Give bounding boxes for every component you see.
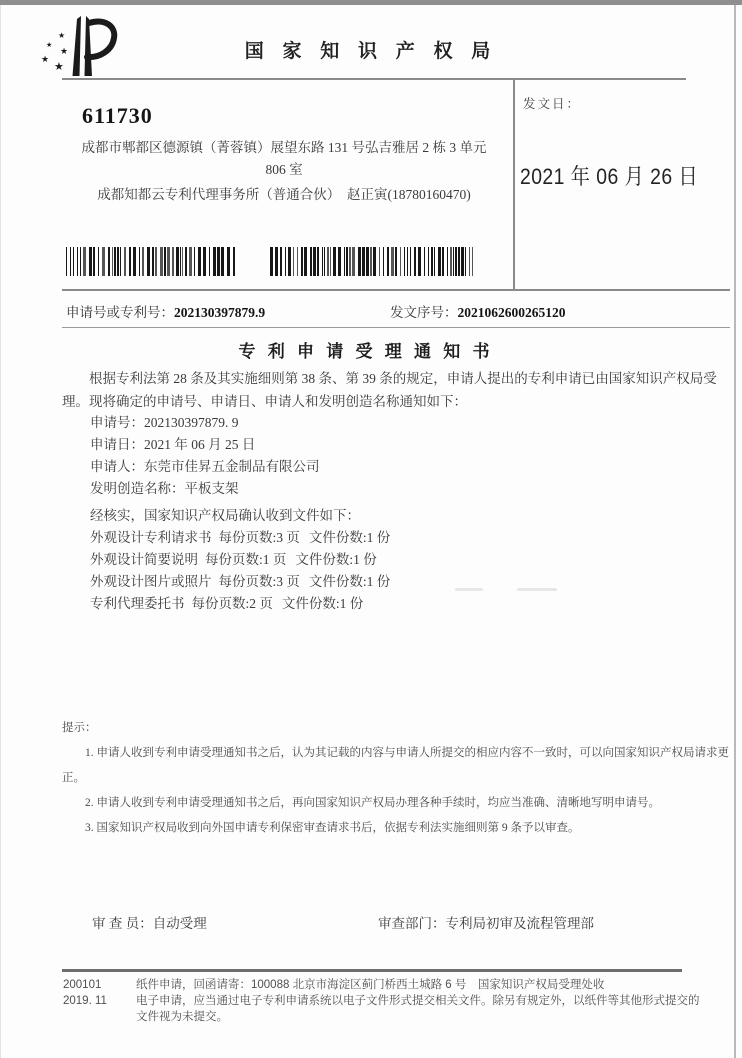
received-documents-block <box>90 505 390 615</box>
scan-edge-left <box>0 5 1 1058</box>
application-number-value: 202130397879.9 <box>174 305 266 320</box>
footer-row-electronic <box>63 993 703 1025</box>
document-item: 外观设计图片或照片 每份页数:3 页 文件份数:1 份 <box>90 574 391 589</box>
footer-paper-instructions: 纸件申请，回函请寄：100088 北京市海淀区蓟门桥西土城路 6 号 国家知识产权局受理处收 <box>136 979 605 991</box>
signoff-row <box>92 912 712 932</box>
notes-label: 提示： <box>62 722 97 734</box>
star-icon: ★ <box>41 54 50 64</box>
numbers-divider <box>62 327 730 328</box>
star-icon: ★ <box>58 31 66 40</box>
application-fields <box>90 412 320 500</box>
issue-date-label: 发文日： <box>523 97 582 111</box>
document-item: 专利代理委托书 每份页数:2 页 文件份数:1 份 <box>90 596 364 611</box>
scan-artifact <box>517 588 557 591</box>
serial-number-value: 2021062600265120 <box>457 305 566 320</box>
note-item-2: 2. 申请人收到专利申请受理通知书之后，再向国家知识产权局办理各种手续时，均应当准确、清晰地写明申请号。 <box>85 797 660 809</box>
serial-group <box>390 301 566 321</box>
document-item: 外观设计专利请求书 每份页数:3 页 文件份数:1 份 <box>90 530 391 545</box>
footer <box>63 977 703 1025</box>
patent-agency-line: 成都知都云专利代理事务所（普通合伙） 赵正寅(18780160470) <box>97 187 471 202</box>
department-value: 专利局初审及流程管理部 <box>445 916 594 931</box>
issue-box-divider <box>513 78 515 290</box>
scan-edge-top <box>0 0 742 5</box>
scan-edge-right <box>734 5 736 1058</box>
note-item-1: 1. 申请人收到专利申请受理通知书之后，认为其记载的内容与申请人所提交的相应内容不一致时，可以向国家知识产权局请求更正。 <box>62 747 729 784</box>
footer-form-code: 200101 <box>63 979 102 991</box>
star-icon: ★ <box>60 46 69 56</box>
barcode-icon <box>66 247 236 276</box>
intro-paragraph: 根据专利法第 28 条及其实施细则第 38 条、第 39 条的规定，申请人提出的专利申请已由国家知识产权局受理。现将确定的申请号、申请日、申请人和发明创造名称通知如下： <box>62 371 717 409</box>
field-application-date: 申请日：2021 年 06 月 25 日 <box>90 437 256 452</box>
department-label: 审查部门： <box>378 916 446 931</box>
field-invention-title: 发明创造名称：平板支架 <box>90 481 239 496</box>
mid-divider <box>62 289 730 291</box>
department-group <box>378 912 594 932</box>
star-icon: ★ <box>54 61 64 73</box>
footer-divider <box>62 969 682 972</box>
barcode-icon <box>270 247 476 276</box>
note-item-3: 3. 国家知识产权局收到向外国申请专利保密审查请求书后，依据专利法实施细则第 9 条予以审查。 <box>85 822 580 834</box>
application-number-label: 申请号或专利号： <box>66 305 174 320</box>
header-divider <box>62 78 686 80</box>
scan-artifact <box>455 588 483 591</box>
footer-electronic-instructions: 电子申请，应当通过电子专利申请系统以电子文件形式提交相关文件。除另有规定外，以纸件等其他形式提交的文件视为未提交。 <box>136 995 700 1023</box>
numbers-row <box>66 301 730 321</box>
field-application-number: 申请号：202130397879. 9 <box>90 415 239 430</box>
field-applicant: 申请人：东莞市佳昇五金制品有限公司 <box>90 459 320 474</box>
document-title: 专 利 申 请 受 理 通 知 书 <box>238 342 494 361</box>
examiner-label: 审 查 员： <box>92 916 153 931</box>
footer-row-paper <box>63 977 703 993</box>
document-item: 外观设计简要说明 每份页数:1 页 文件份数:1 份 <box>90 552 377 567</box>
postal-code: 611730 <box>82 103 153 128</box>
confirm-line: 经核实，国家知识产权局确认收到文件如下： <box>90 508 360 523</box>
examiner-value: 自动受理 <box>152 916 207 931</box>
recipient-address-line1: 成都市郫都区德源镇（菁蓉镇）展望东路 131 号弘吉雅居 2 栋 3 单元 <box>81 140 487 155</box>
footer-version-code: 2019. 11 <box>63 995 107 1007</box>
serial-number-label: 发文序号： <box>390 305 458 320</box>
issue-date-value: 2021 年 06 月 26 日 <box>520 164 699 189</box>
notes-section <box>62 716 738 841</box>
recipient-address-line2: 806 室 <box>265 162 303 177</box>
issuing-office-title: 国 家 知 识 产 权 局 <box>244 41 498 62</box>
star-icon: ★ <box>46 41 53 49</box>
